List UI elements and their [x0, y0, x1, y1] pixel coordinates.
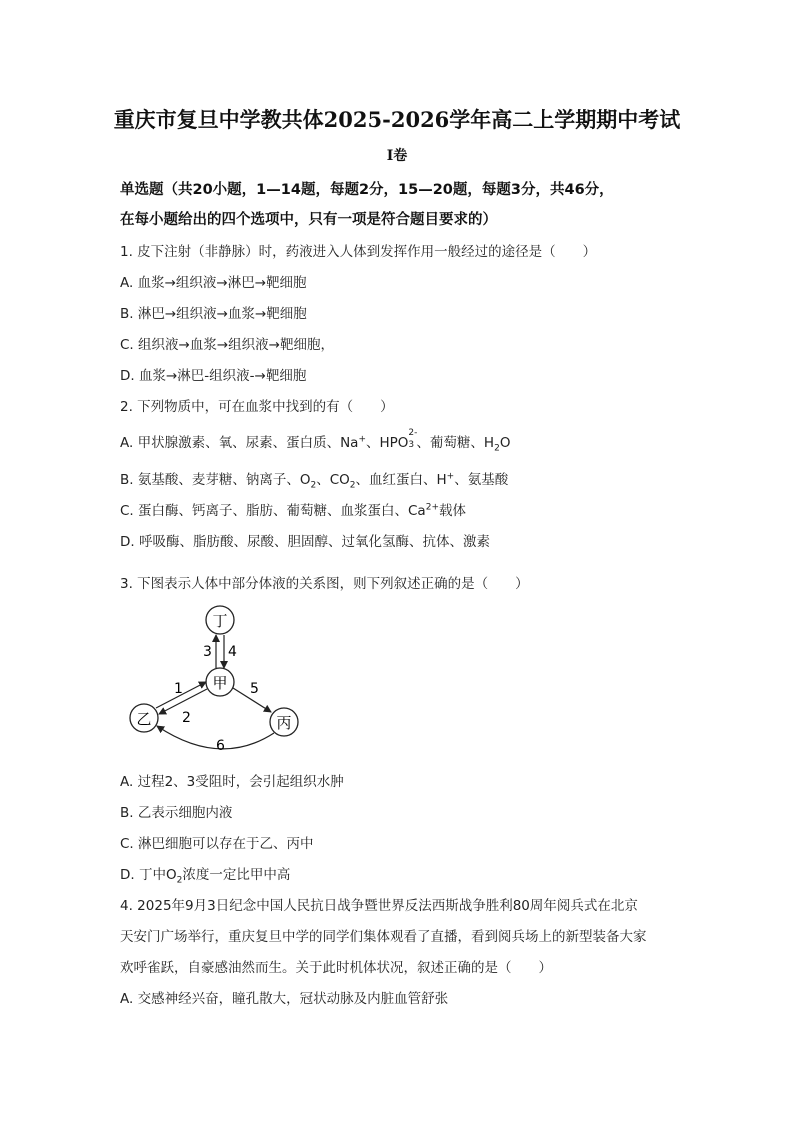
svg-text:丁: 丁	[212, 612, 228, 630]
question-3-option-c: C. 淋巴细胞可以存在于乙、丙中	[120, 836, 314, 852]
question-2-stem: 2. 下列物质中，可在血浆中找到的有（ ）	[120, 399, 394, 415]
svg-text:甲: 甲	[212, 674, 228, 692]
node-yi	[130, 704, 158, 732]
question-1-option-c: C. 组织液→血浆→组织液→靶细胞，	[120, 337, 334, 353]
arrow-label-5: 5	[250, 681, 259, 697]
arrow-label-3: 3	[203, 644, 212, 660]
question-1-option-a: A. 血浆→组织液→淋巴→靶细胞	[120, 275, 307, 291]
question-1-stem: 1. 皮下注射（非静脉）时，药液进入人体到发挥作用一般经过的途径是（ ）	[120, 244, 597, 260]
svg-text:乙: 乙	[136, 710, 152, 728]
arrow-label-6: 6	[216, 738, 225, 754]
question-2-option-b: B. 氨基酸、麦芽糖、钠离子、$O_2$、$CO_2$、血红蛋白、H+、氨基酸	[120, 471, 509, 491]
question-1-option-b: B. 淋巴→组织液→血浆→靶细胞	[120, 306, 307, 322]
question-2-option-c: C. 蛋白酶、钙离子、脂肪、葡萄糖、血浆蛋白、$Ca^{2+}$载体	[120, 502, 466, 519]
question-1-option-d: D. 血浆→淋巴-组织液-→靶细胞	[120, 368, 307, 384]
exam-title: 重庆市复旦中学教共体2025-2026学年高二上学期期中考试	[113, 107, 681, 132]
question-2-option-d: D. 呼吸酶、脂肪酸、尿酸、胆固醇、过氧化氢酶、抗体、激素	[120, 534, 490, 550]
instructions-line-1: 单选题（共20小题，1—14题，每题2分，15—20题，每题3分，共46分，	[120, 182, 614, 198]
question-3-option-d: D. 丁中$O_2$浓度一定比甲中高	[120, 867, 291, 886]
body-fluid-diagram	[120, 598, 320, 758]
question-2-option-a: A. 甲状腺激素、氧、尿素、蛋白质、Na+、HPO 2- 3 、葡萄糖、$H_2O$	[120, 428, 511, 454]
question-3-stem: 3. 下图表示人体中部分体液的关系图，则下列叙述正确的是（ ）	[120, 576, 529, 592]
question-4-stem-line-2: 天安门广场举行，重庆复旦中学的同学们集体观看了直播，看到阅兵场上的新型装备大家	[120, 929, 647, 945]
svg-text:丙: 丙	[276, 714, 292, 732]
node-jia	[206, 668, 234, 696]
question-4-stem-line-3: 欢呼雀跃，自豪感油然而生。关于此时机体状况，叙述正确的是（ ）	[120, 960, 552, 976]
node-bing	[270, 708, 298, 736]
arrow-label-2: 2	[182, 710, 191, 726]
volume-label: I卷	[386, 148, 408, 164]
question-4-stem-line-1: 4. 2025年9月3日纪念中国人民抗日战争暨世界反法西斯战争胜利80周年阅兵式在北京	[120, 898, 638, 914]
instructions-line-2: 在每小题给出的四个选项中，只有一项是符合题目要求的）	[120, 212, 497, 228]
node-ding	[206, 606, 234, 634]
arrow-label-4: 4	[228, 644, 237, 660]
question-3-option-b: B. 乙表示细胞内液	[120, 805, 233, 821]
question-4-option-a: A. 交感神经兴奋，瞳孔散大，冠状动脉及内脏血管舒张	[120, 991, 449, 1007]
question-3-option-a: A. 过程2、3受阻时，会引起组织水肿	[120, 774, 344, 790]
arrow-label-1: 1	[174, 681, 183, 697]
